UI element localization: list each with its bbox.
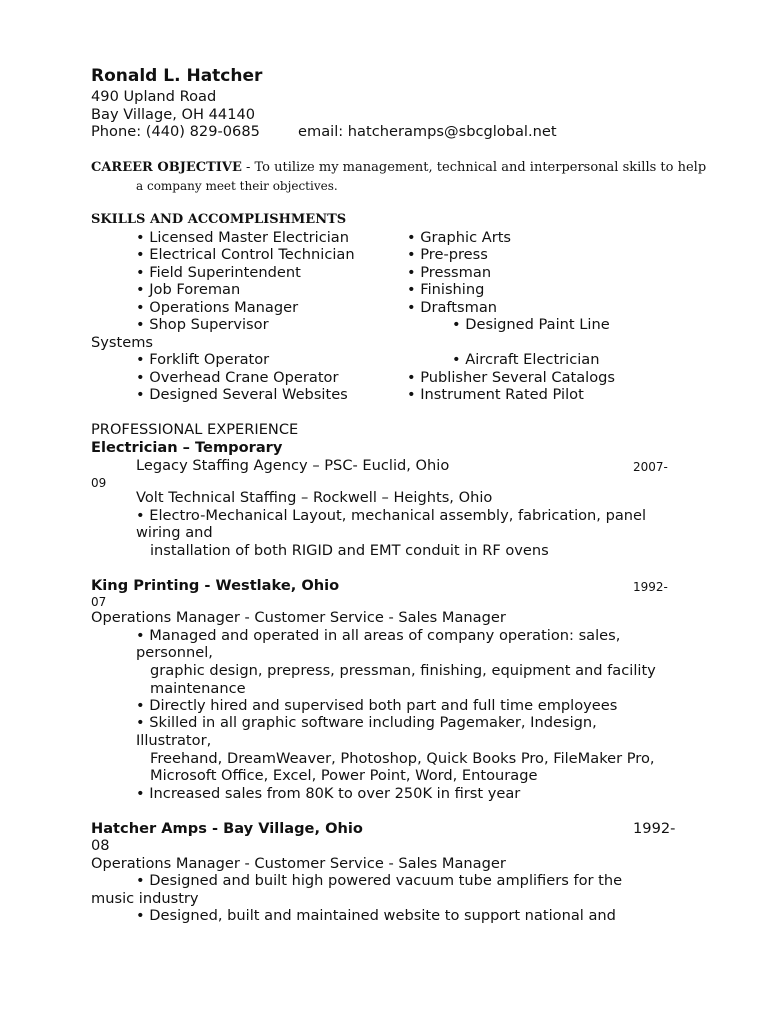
job-bullet: • Managed and operated in all areas of company operation: sales, bbox=[136, 627, 621, 644]
job-bullet-wrap: personnel, bbox=[136, 644, 213, 661]
skill-item: • Electrical Control Technician bbox=[136, 246, 355, 263]
job-date-wrap: 07 bbox=[91, 595, 107, 609]
job-date: 1992- bbox=[633, 820, 676, 837]
job-bullet-wrap: Illustrator, bbox=[136, 732, 212, 749]
skill-item: • Operations Manager bbox=[136, 299, 299, 316]
career-objective bbox=[91, 159, 706, 176]
job-bullet: • Skilled in all graphic software including Pagemaker, Indesign, bbox=[136, 714, 597, 731]
job-title: King Printing - Westlake, Ohio bbox=[91, 577, 340, 594]
skill-item: • Graphic Arts bbox=[407, 229, 512, 246]
email-address: email: hatcheramps@sbcglobal.net bbox=[298, 123, 557, 140]
skill-item: • Instrument Rated Pilot bbox=[407, 386, 584, 403]
skill-item: • Draftsman bbox=[407, 299, 498, 316]
phone-number: Phone: (440) 829-0685 bbox=[91, 123, 260, 140]
skill-item: • Overhead Crane Operator bbox=[136, 369, 339, 386]
career-objective-text: - To utilize my management, technical and interpersonal skills to help bbox=[241, 160, 707, 175]
job-role: Operations Manager - Customer Service - Sales Manager bbox=[91, 855, 506, 872]
skill-item: • Field Superintendent bbox=[136, 264, 301, 281]
job-employer: Legacy Staffing Agency – PSC- Euclid, Ohio bbox=[136, 457, 450, 474]
skill-item-wrap: Systems bbox=[91, 334, 154, 351]
career-objective-text-cont: a company meet their objectives. bbox=[136, 179, 338, 193]
job-bullet-cont: Microsoft Office, Excel, Power Point, Word, Entourage bbox=[150, 767, 538, 784]
career-objective-heading: CAREER OBJECTIVE bbox=[91, 160, 242, 175]
job-date-wrap: 08 bbox=[91, 837, 110, 854]
job-bullet: • Increased sales from 80K to over 250K in first year bbox=[136, 785, 521, 802]
job-bullet-cont: graphic design, prepress, pressman, finishing, equipment and facility bbox=[150, 662, 656, 679]
skill-item: • Finishing bbox=[407, 281, 485, 298]
job-title: Hatcher Amps - Bay Village, Ohio bbox=[91, 820, 363, 837]
job-bullet-cont: maintenance bbox=[150, 680, 246, 697]
skill-item: • Aircraft Electrician bbox=[452, 351, 600, 368]
job-title: Electrician – Temporary bbox=[91, 439, 283, 456]
job-bullet-wrap: music industry bbox=[91, 890, 199, 907]
skill-item: • Publisher Several Catalogs bbox=[407, 369, 616, 386]
job-bullet-cont: Freehand, DreamWeaver, Photoshop, Quick Books Pro, FileMaker Pro, bbox=[150, 750, 655, 767]
skill-item: • Forklift Operator bbox=[136, 351, 270, 368]
applicant-name: Ronald L. Hatcher bbox=[91, 66, 263, 86]
job-role: Operations Manager - Customer Service - Sales Manager bbox=[91, 609, 506, 626]
experience-heading: PROFESSIONAL EXPERIENCE bbox=[91, 421, 299, 438]
job-date-wrap: 09 bbox=[91, 476, 107, 490]
job-bullet-cont: installation of both RIGID and EMT conduit in RF ovens bbox=[150, 542, 549, 559]
job-date: 2007- bbox=[633, 460, 668, 474]
job-date: 1992- bbox=[633, 580, 668, 594]
skill-item: • Job Foreman bbox=[136, 281, 241, 298]
skill-item: • Pre-press bbox=[407, 246, 488, 263]
skill-item: • Designed Paint Line bbox=[452, 316, 610, 333]
job-bullet: • Designed and built high powered vacuum tube amplifiers for the bbox=[136, 872, 623, 889]
job-bullet-wrap: wiring and bbox=[136, 524, 213, 541]
address-line-1: 490 Upland Road bbox=[91, 88, 217, 105]
job-bullet: • Electro-Mechanical Layout, mechanical assembly, fabrication, panel bbox=[136, 507, 647, 524]
address-line-2: Bay Village, OH 44140 bbox=[91, 106, 256, 123]
skill-item: • Licensed Master Electrician bbox=[136, 229, 349, 246]
job-bullet: • Designed, built and maintained website to support national and bbox=[136, 907, 616, 924]
skill-item: • Designed Several Websites bbox=[136, 386, 348, 403]
skill-item: • Shop Supervisor bbox=[136, 316, 269, 333]
job-bullet: • Directly hired and supervised both part and full time employees bbox=[136, 697, 618, 714]
job-employer: Volt Technical Staffing – Rockwell – Heights, Ohio bbox=[136, 489, 493, 506]
skills-heading: SKILLS AND ACCOMPLISHMENTS bbox=[91, 212, 347, 227]
skill-item: • Pressman bbox=[407, 264, 492, 281]
